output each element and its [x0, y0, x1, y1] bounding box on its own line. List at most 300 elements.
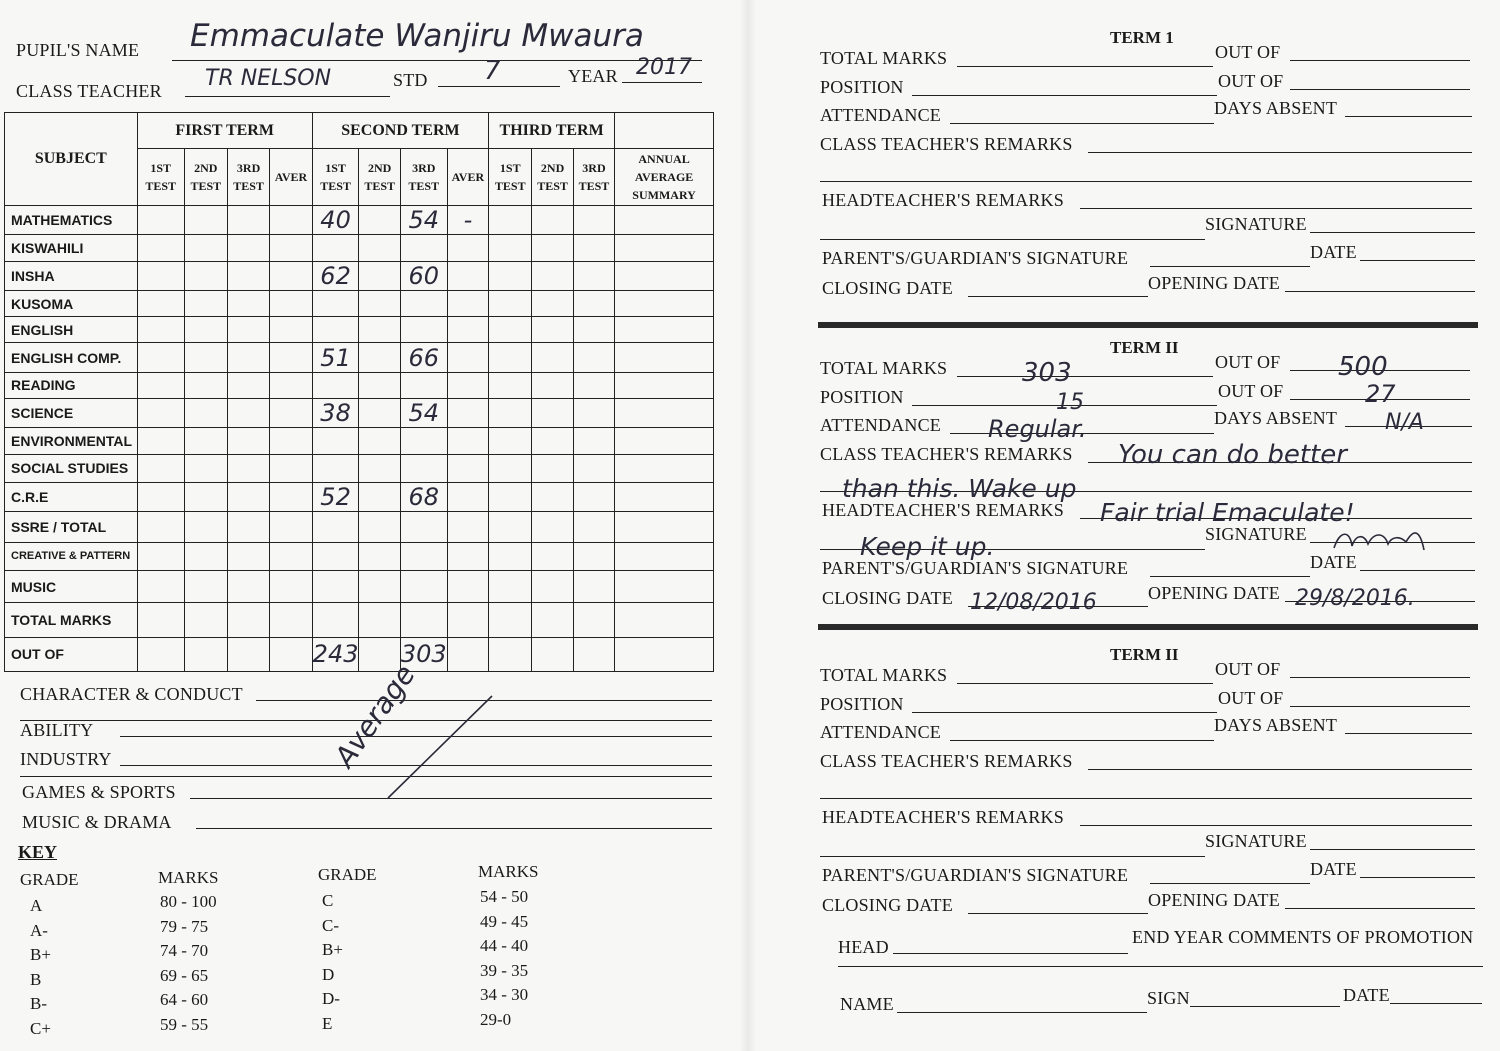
- term2-attendance-value: Regular.: [988, 415, 1087, 443]
- mark-cell: [489, 372, 532, 398]
- mark-cell: [270, 512, 312, 542]
- mark-cell: [615, 512, 714, 542]
- mark-cell: [573, 542, 614, 570]
- mark-cell: [615, 570, 714, 602]
- table-row: [5, 372, 714, 398]
- fill-line: [1150, 883, 1310, 884]
- mark-cell: [573, 372, 614, 398]
- mark-cell: [137, 317, 184, 343]
- mark-cell: [532, 482, 573, 511]
- fill-line: [1290, 677, 1470, 678]
- music-drama-label: MUSIC & DRAMA: [22, 812, 172, 832]
- games-label: GAMES & SPORTS: [22, 782, 176, 802]
- subject-cell: SSRE / TOTAL: [5, 512, 138, 542]
- term2-signature-label: SIGNATURE: [1205, 524, 1307, 544]
- mark-cell: [227, 399, 269, 428]
- mark-cell: [184, 428, 227, 454]
- mark-cell: [573, 482, 614, 511]
- term1-out-of-label-1: OUT OF: [1215, 42, 1281, 62]
- term3-out-of-label-1: OUT OF: [1215, 659, 1281, 679]
- term3-ct-remarks-label: CLASS TEACHER'S REMARKS: [820, 751, 1073, 771]
- second-term-aver-cell: [447, 290, 488, 316]
- mark-cell: [270, 205, 312, 234]
- term2-parent-sig-label: PARENT'S/GUARDIAN'S SIGNATURE: [822, 558, 1129, 578]
- second-term-aver-cell: [447, 372, 488, 398]
- mark-cell: [489, 570, 532, 602]
- key-marks: 69 - 65: [160, 965, 209, 985]
- mark-cell: [532, 399, 573, 428]
- pupil-name-line: [172, 60, 702, 61]
- music-drama-line: [196, 828, 712, 829]
- mark-cell: [137, 542, 184, 570]
- subject-cell: READING: [5, 372, 138, 398]
- mark-cell: [615, 428, 714, 454]
- key-marks-label-1: MARKS: [158, 868, 219, 887]
- second-term-aver-cell: [447, 399, 488, 428]
- mark-cell: [227, 454, 269, 482]
- second-term-test3-cell: [400, 372, 447, 398]
- table-row: [5, 542, 714, 570]
- mark-cell: [359, 235, 400, 261]
- conduct-stroke: [380, 690, 500, 810]
- second-term-test1-cell: 38: [312, 399, 359, 428]
- mark-cell: [573, 570, 614, 602]
- second-term-test1-cell: [312, 428, 359, 454]
- class-teacher-line: [185, 96, 390, 97]
- mark-cell: [270, 637, 312, 671]
- annual-header: ANNUAL AVERAGE SUMMARY: [615, 149, 714, 206]
- second-term-aver-cell: [447, 603, 488, 637]
- mark-cell: [532, 290, 573, 316]
- mark-cell: [489, 343, 532, 372]
- fill-line: [820, 856, 1205, 857]
- table-row: [5, 603, 714, 637]
- second-term-header: SECOND TERM: [312, 113, 488, 149]
- term2-closing-date-label: CLOSING DATE: [822, 588, 953, 608]
- t3-test3-header: 3RD TEST: [573, 149, 614, 206]
- fill-line: [912, 95, 1217, 96]
- term2-total-marks-label: TOTAL MARKS: [820, 358, 948, 378]
- mark-cell: [615, 343, 714, 372]
- fill-line: [1080, 825, 1472, 826]
- fill-line: [957, 683, 1213, 684]
- mark-cell: [489, 428, 532, 454]
- second-term-test3-cell: [400, 235, 447, 261]
- table-row: [5, 205, 714, 234]
- mark-cell: [270, 317, 312, 343]
- second-term-test3-cell: [400, 542, 447, 570]
- industry-line-2: [20, 776, 712, 777]
- key-marks: 74 - 70: [160, 941, 209, 960]
- mark-cell: [227, 343, 269, 372]
- t3-test1-header: 1ST TEST: [489, 149, 532, 206]
- mark-cell: [573, 428, 614, 454]
- table-row: [5, 512, 714, 542]
- third-term-header: THIRD TERM: [489, 113, 615, 149]
- key-marks: 44 - 40: [480, 936, 529, 955]
- mark-cell: [184, 372, 227, 398]
- mark-cell: [359, 205, 400, 234]
- second-term-test1-cell: [312, 570, 359, 602]
- mark-cell: [532, 542, 573, 570]
- term3-date-label: DATE: [1310, 859, 1357, 879]
- key-grade-label-2: GRADE: [318, 865, 377, 884]
- term2-out-of-label-2: OUT OF: [1218, 381, 1284, 401]
- table-row: [5, 343, 714, 372]
- term2-ct-remarks-1-value: You can do better: [1118, 440, 1347, 470]
- subject-cell: ENGLISH COMP.: [5, 343, 138, 372]
- second-term-test3-cell: 54: [400, 205, 447, 234]
- second-term-aver-cell: [447, 482, 488, 511]
- subject-cell: TOTAL MARKS: [5, 603, 138, 637]
- second-term-aver-cell: [447, 317, 488, 343]
- term2-ht-remarks-label: HEADTEACHER'S REMARKS: [822, 500, 1064, 520]
- fill-line: [1285, 291, 1475, 292]
- key-grade: B-: [30, 994, 47, 1013]
- mark-cell: [137, 235, 184, 261]
- term3-signature-label: SIGNATURE: [1205, 831, 1307, 851]
- term3-out-of-label-2: OUT OF: [1218, 688, 1284, 708]
- term2-ht-remarks-1-value: Fair trial Emaculate!: [1100, 498, 1355, 527]
- second-term-test1-cell: [312, 542, 359, 570]
- mark-cell: [227, 637, 269, 671]
- t2-test2-header: 2ND TEST: [359, 149, 400, 206]
- key-grade: D-: [322, 989, 340, 1008]
- mark-cell: [615, 372, 714, 398]
- key-marks: 49 - 45: [480, 911, 529, 931]
- mark-cell: [489, 205, 532, 234]
- term2-days-absent-value: N/A: [1385, 410, 1424, 435]
- mark-cell: [573, 512, 614, 542]
- fill-line: [1285, 908, 1475, 909]
- term1-signature-label: SIGNATURE: [1205, 214, 1307, 234]
- name-label: NAME: [840, 994, 894, 1014]
- second-term-test3-cell: 66: [400, 343, 447, 372]
- fill-line: [1345, 116, 1472, 117]
- key-grade: E: [322, 1013, 333, 1033]
- second-term-aver-cell: [447, 512, 488, 542]
- mark-cell: [489, 603, 532, 637]
- mark-cell: [532, 205, 573, 234]
- term3-ht-remarks-label: HEADTEACHER'S REMARKS: [822, 807, 1064, 827]
- term1-position-label: POSITION: [820, 77, 904, 97]
- key-grade: B+: [30, 945, 51, 964]
- subject-cell: ENGLISH: [5, 317, 138, 343]
- mark-cell: [137, 290, 184, 316]
- mark-cell: [615, 290, 714, 316]
- mark-cell: [573, 261, 614, 290]
- term2-total-marks-value: 303: [1022, 358, 1072, 388]
- mark-cell: [489, 290, 532, 316]
- mark-cell: [532, 343, 573, 372]
- second-term-test1-cell: 243: [312, 637, 359, 671]
- term3-days-absent-label: DAYS ABSENT: [1214, 715, 1338, 735]
- fill-line: [950, 740, 1214, 741]
- pupil-name-value: Emmaculate Wanjiru Mwaura: [190, 18, 644, 54]
- term1-date-label: DATE: [1310, 242, 1357, 262]
- table-row: [5, 637, 714, 671]
- mark-cell: [184, 454, 227, 482]
- mark-cell: [184, 603, 227, 637]
- mark-cell: [573, 205, 614, 234]
- mark-cell: [615, 205, 714, 234]
- mark-cell: [270, 482, 312, 511]
- second-term-test1-cell: 62: [312, 261, 359, 290]
- fill-line: [1088, 769, 1472, 770]
- fill-line: [1290, 706, 1470, 707]
- term2-out-of-label-1: OUT OF: [1215, 352, 1281, 372]
- second-term-test3-cell: 68: [400, 482, 447, 511]
- std-value: 7: [484, 56, 501, 86]
- fill-line: [968, 296, 1148, 297]
- mark-cell: [573, 454, 614, 482]
- second-term-aver-cell: -: [447, 205, 488, 234]
- term3-attendance-label: ATTENDANCE: [820, 722, 941, 742]
- t2-aver-header: AVER: [447, 149, 488, 206]
- class-teacher-label: CLASS TEACHER: [16, 81, 162, 101]
- t2-test3-header: 3RD TEST: [400, 149, 447, 206]
- mark-cell: [532, 603, 573, 637]
- mark-cell: [359, 542, 400, 570]
- term2-ct-remarks-2-value: than this. Wake up: [842, 474, 1077, 503]
- blank-header: [615, 113, 714, 149]
- key-marks: 64 - 60: [160, 990, 209, 1009]
- term3-opening-date-label: OPENING DATE: [1148, 890, 1280, 910]
- mark-cell: [270, 290, 312, 316]
- mark-cell: [227, 317, 269, 343]
- mark-cell: [489, 542, 532, 570]
- term1-title: TERM 1: [1110, 28, 1174, 47]
- second-term-test1-cell: [312, 372, 359, 398]
- mark-cell: [227, 482, 269, 511]
- subject-header: SUBJECT: [5, 113, 138, 206]
- mark-cell: [184, 290, 227, 316]
- second-term-test3-cell: [400, 428, 447, 454]
- fill-line: [838, 966, 1483, 967]
- mark-cell: [137, 570, 184, 602]
- headteacher-signature-scribble: [1330, 522, 1430, 558]
- second-term-aver-cell: [447, 542, 488, 570]
- key-grade: A-: [30, 920, 48, 940]
- second-term-test3-cell: [400, 512, 447, 542]
- term3-closing-date-label: CLOSING DATE: [822, 895, 953, 915]
- key-grade: C+: [30, 1018, 51, 1038]
- mark-cell: [359, 290, 400, 316]
- fill-line: [897, 1012, 1147, 1013]
- mark-cell: [489, 261, 532, 290]
- table-row: [5, 290, 714, 316]
- mark-cell: [270, 372, 312, 398]
- fill-line: [1345, 733, 1472, 734]
- mark-cell: [270, 454, 312, 482]
- ability-label: ABILITY: [20, 720, 94, 740]
- mark-cell: [489, 637, 532, 671]
- mark-cell: [227, 372, 269, 398]
- mark-cell: [137, 261, 184, 290]
- subject-cell: C.R.E: [5, 482, 138, 511]
- mark-cell: [137, 343, 184, 372]
- mark-cell: [615, 603, 714, 637]
- mark-cell: [532, 261, 573, 290]
- term1-closing-date-label: CLOSING DATE: [822, 278, 953, 298]
- term3-title: TERM II: [1110, 645, 1179, 664]
- term1-ht-remarks-label: HEADTEACHER'S REMARKS: [822, 190, 1064, 210]
- mark-cell: [184, 261, 227, 290]
- term3-total-marks-label: TOTAL MARKS: [820, 665, 948, 685]
- second-term-test3-cell: [400, 454, 447, 482]
- character-label: CHARACTER & CONDUCT: [20, 684, 243, 704]
- subject-cell: SOCIAL STUDIES: [5, 454, 138, 482]
- mark-cell: [532, 454, 573, 482]
- fill-line: [957, 66, 1213, 67]
- mark-cell: [359, 343, 400, 372]
- fill-line: [1360, 260, 1475, 261]
- table-row: [5, 235, 714, 261]
- key-marks-label-2: MARKS: [478, 862, 539, 881]
- mark-cell: [359, 603, 400, 637]
- mark-cell: [573, 317, 614, 343]
- mark-cell: [573, 290, 614, 316]
- key-grade-label-1: GRADE: [20, 870, 79, 889]
- fill-line: [1290, 60, 1470, 61]
- fill-line: [1290, 89, 1470, 90]
- mark-cell: [184, 399, 227, 428]
- mark-cell: [137, 603, 184, 637]
- term2-position-value: 15: [1056, 390, 1084, 415]
- subject-cell: SCIENCE: [5, 399, 138, 428]
- second-term-test1-cell: 52: [312, 482, 359, 511]
- fill-line: [1310, 849, 1475, 850]
- key-grade: B: [30, 969, 42, 989]
- mark-cell: [359, 399, 400, 428]
- mark-cell: [532, 570, 573, 602]
- second-term-test1-cell: [312, 290, 359, 316]
- mark-cell: [615, 637, 714, 671]
- second-term-test3-cell: [400, 603, 447, 637]
- term1-divider: [818, 322, 1478, 328]
- term2-closing-date-value: 12/08/2016: [970, 590, 1097, 615]
- key-grade: B+: [322, 940, 343, 959]
- table-row: [5, 399, 714, 428]
- t1-test2-header: 2ND TEST: [184, 149, 227, 206]
- mark-cell: [615, 317, 714, 343]
- term1-opening-date-label: OPENING DATE: [1148, 273, 1280, 293]
- key-grade: A: [30, 896, 43, 915]
- mark-cell: [489, 512, 532, 542]
- table-row: [5, 317, 714, 343]
- t1-aver-header: AVER: [270, 149, 312, 206]
- term2-opening-date-value: 29/8/2016.: [1295, 586, 1415, 611]
- term1-attendance-label: ATTENDANCE: [820, 105, 941, 125]
- term2-divider: [818, 624, 1478, 630]
- mark-cell: [532, 372, 573, 398]
- fill-line: [1360, 877, 1475, 878]
- subject-cell: ENVIRONMENTAL: [5, 428, 138, 454]
- fill-line: [820, 798, 1472, 799]
- t2-test1-header: 1ST TEST: [312, 149, 359, 206]
- subject-cell: KISWAHILI: [5, 235, 138, 261]
- mark-cell: [359, 454, 400, 482]
- fill-line: [1190, 1006, 1340, 1007]
- mark-cell: [184, 317, 227, 343]
- fill-line: [912, 712, 1217, 713]
- mark-cell: [359, 372, 400, 398]
- fill-line: [1150, 576, 1310, 577]
- mark-cell: [137, 454, 184, 482]
- first-term-header: FIRST TERM: [137, 113, 312, 149]
- term1-ct-remarks-label: CLASS TEACHER'S REMARKS: [820, 134, 1073, 154]
- mark-cell: [615, 542, 714, 570]
- table-row: [5, 261, 714, 290]
- subject-cell: MATHEMATICS: [5, 205, 138, 234]
- mark-cell: [532, 235, 573, 261]
- t3-test2-header: 2ND TEST: [532, 149, 573, 206]
- industry-label: INDUSTRY: [20, 749, 112, 769]
- fill-line: [957, 376, 1213, 377]
- mark-cell: [270, 261, 312, 290]
- subject-cell: INSHA: [5, 261, 138, 290]
- table-row: [5, 570, 714, 602]
- mark-cell: [489, 482, 532, 511]
- second-term-test3-cell: 303: [400, 637, 447, 671]
- mark-cell: [359, 261, 400, 290]
- key-title: KEY: [18, 842, 58, 862]
- key-marks: 29-0: [480, 1009, 512, 1029]
- mark-cell: [184, 482, 227, 511]
- mark-cell: [227, 261, 269, 290]
- mark-cell: [184, 235, 227, 261]
- mark-cell: [137, 399, 184, 428]
- second-term-test1-cell: [312, 454, 359, 482]
- sign-label: SIGN: [1147, 988, 1190, 1008]
- second-term-aver-cell: [447, 637, 488, 671]
- mark-cell: [489, 235, 532, 261]
- key-marks: 59 - 55: [160, 1014, 209, 1034]
- mark-cell: [359, 482, 400, 511]
- key-grade: C: [322, 891, 334, 910]
- second-term-aver-cell: [447, 235, 488, 261]
- second-term-test3-cell: [400, 290, 447, 316]
- mark-cell: [184, 637, 227, 671]
- second-term-test1-cell: [312, 603, 359, 637]
- mark-cell: [489, 317, 532, 343]
- mark-cell: [227, 205, 269, 234]
- fill-line: [820, 239, 1205, 240]
- mark-cell: [573, 637, 614, 671]
- second-term-test3-cell: [400, 570, 447, 602]
- mark-cell: [615, 235, 714, 261]
- mark-cell: [573, 343, 614, 372]
- std-label: STD: [393, 70, 428, 90]
- mark-cell: [227, 603, 269, 637]
- mark-cell: [270, 343, 312, 372]
- mark-cell: [270, 542, 312, 570]
- fill-line: [1080, 208, 1472, 209]
- term2-out-of-2-value: 27: [1365, 380, 1396, 408]
- term1-total-marks-label: TOTAL MARKS: [820, 48, 948, 68]
- term2-title: TERM II: [1110, 338, 1179, 357]
- mark-cell: [489, 399, 532, 428]
- subject-cell: MUSIC: [5, 570, 138, 602]
- term1-out-of-label-2: OUT OF: [1218, 71, 1284, 91]
- term2-opening-date-label: OPENING DATE: [1148, 583, 1280, 603]
- mark-cell: [227, 428, 269, 454]
- mark-cell: [227, 542, 269, 570]
- mark-cell: [270, 603, 312, 637]
- year-value: 2017: [636, 55, 692, 80]
- mark-cell: [359, 317, 400, 343]
- key-marks: 80 - 100: [160, 892, 217, 911]
